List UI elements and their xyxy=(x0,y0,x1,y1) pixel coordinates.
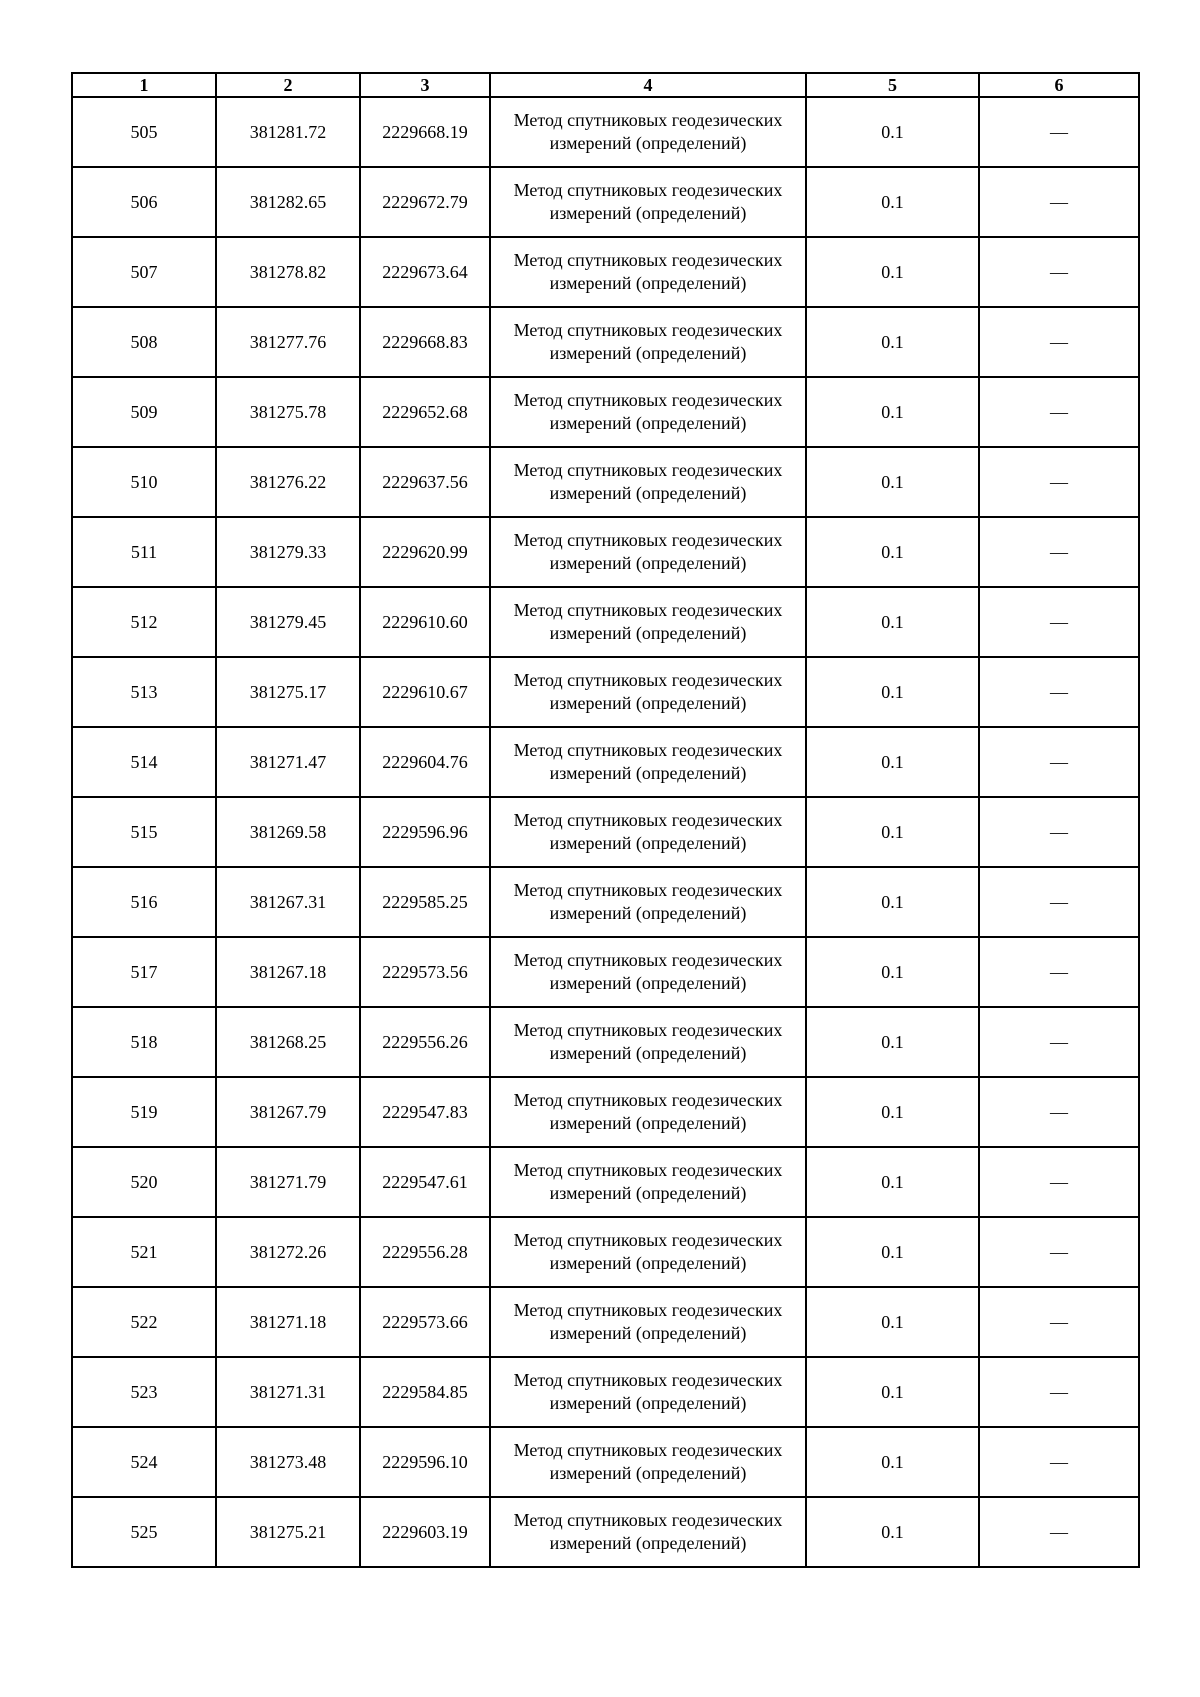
method-cell: Метод спутниковых геодезических измерений (определений) xyxy=(490,237,806,307)
y-coordinate-cell: 2229637.56 xyxy=(360,447,490,517)
note-cell: — xyxy=(979,1357,1139,1427)
point-number-cell: 523 xyxy=(72,1357,216,1427)
note-cell: — xyxy=(979,797,1139,867)
table-row xyxy=(72,587,1139,657)
accuracy-cell: 0.1 xyxy=(806,1497,979,1567)
note-cell: — xyxy=(979,657,1139,727)
method-cell: Метод спутниковых геодезических измерений (определений) xyxy=(490,657,806,727)
y-coordinate-cell: 2229610.60 xyxy=(360,587,490,657)
table-row xyxy=(72,1287,1139,1357)
y-coordinate-cell: 2229556.26 xyxy=(360,1007,490,1077)
y-coordinate-cell: 2229610.67 xyxy=(360,657,490,727)
point-number-cell: 524 xyxy=(72,1427,216,1497)
accuracy-cell: 0.1 xyxy=(806,1217,979,1287)
x-coordinate-cell: 381271.18 xyxy=(216,1287,360,1357)
y-coordinate-cell: 2229673.64 xyxy=(360,237,490,307)
header-col-4: 4 xyxy=(490,73,806,97)
note-cell: — xyxy=(979,167,1139,237)
method-cell: Метод спутниковых геодезических измерений (определений) xyxy=(490,1427,806,1497)
y-coordinate-cell: 2229573.66 xyxy=(360,1287,490,1357)
point-number-cell: 507 xyxy=(72,237,216,307)
y-coordinate-cell: 2229547.61 xyxy=(360,1147,490,1217)
x-coordinate-cell: 381273.48 xyxy=(216,1427,360,1497)
method-cell: Метод спутниковых геодезических измерений (определений) xyxy=(490,727,806,797)
header-col-3: 3 xyxy=(360,73,490,97)
x-coordinate-cell: 381279.33 xyxy=(216,517,360,587)
y-coordinate-cell: 2229620.99 xyxy=(360,517,490,587)
note-cell: — xyxy=(979,867,1139,937)
y-coordinate-cell: 2229585.25 xyxy=(360,867,490,937)
table-row xyxy=(72,377,1139,447)
table-row xyxy=(72,1147,1139,1217)
accuracy-cell: 0.1 xyxy=(806,1007,979,1077)
y-coordinate-cell: 2229652.68 xyxy=(360,377,490,447)
x-coordinate-cell: 381272.26 xyxy=(216,1217,360,1287)
accuracy-cell: 0.1 xyxy=(806,1427,979,1497)
x-coordinate-cell: 381275.21 xyxy=(216,1497,360,1567)
x-coordinate-cell: 381267.18 xyxy=(216,937,360,1007)
method-cell: Метод спутниковых геодезических измерений (определений) xyxy=(490,1497,806,1567)
note-cell: — xyxy=(979,937,1139,1007)
accuracy-cell: 0.1 xyxy=(806,237,979,307)
x-coordinate-cell: 381282.65 xyxy=(216,167,360,237)
accuracy-cell: 0.1 xyxy=(806,587,979,657)
table-row xyxy=(72,727,1139,797)
point-number-cell: 518 xyxy=(72,1007,216,1077)
x-coordinate-cell: 381281.72 xyxy=(216,97,360,167)
point-number-cell: 505 xyxy=(72,97,216,167)
accuracy-cell: 0.1 xyxy=(806,867,979,937)
accuracy-cell: 0.1 xyxy=(806,97,979,167)
note-cell: — xyxy=(979,727,1139,797)
point-number-cell: 520 xyxy=(72,1147,216,1217)
table-header xyxy=(72,73,1139,97)
note-cell: — xyxy=(979,1497,1139,1567)
point-number-cell: 515 xyxy=(72,797,216,867)
note-cell: — xyxy=(979,1287,1139,1357)
y-coordinate-cell: 2229668.83 xyxy=(360,307,490,377)
table-row xyxy=(72,517,1139,587)
method-cell: Метод спутниковых геодезических измерений (определений) xyxy=(490,1357,806,1427)
x-coordinate-cell: 381279.45 xyxy=(216,587,360,657)
point-number-cell: 513 xyxy=(72,657,216,727)
point-number-cell: 519 xyxy=(72,1077,216,1147)
y-coordinate-cell: 2229672.79 xyxy=(360,167,490,237)
accuracy-cell: 0.1 xyxy=(806,657,979,727)
note-cell: — xyxy=(979,237,1139,307)
method-cell: Метод спутниковых геодезических измерений (определений) xyxy=(490,587,806,657)
accuracy-cell: 0.1 xyxy=(806,1287,979,1357)
table-row xyxy=(72,1497,1139,1567)
table-row xyxy=(72,797,1139,867)
method-cell: Метод спутниковых геодезических измерений (определений) xyxy=(490,1147,806,1217)
x-coordinate-cell: 381267.79 xyxy=(216,1077,360,1147)
x-coordinate-cell: 381267.31 xyxy=(216,867,360,937)
accuracy-cell: 0.1 xyxy=(806,1147,979,1217)
x-coordinate-cell: 381269.58 xyxy=(216,797,360,867)
point-number-cell: 509 xyxy=(72,377,216,447)
accuracy-cell: 0.1 xyxy=(806,517,979,587)
method-cell: Метод спутниковых геодезических измерений (определений) xyxy=(490,1287,806,1357)
y-coordinate-cell: 2229596.96 xyxy=(360,797,490,867)
method-cell: Метод спутниковых геодезических измерений (определений) xyxy=(490,167,806,237)
table-row xyxy=(72,1007,1139,1077)
x-coordinate-cell: 381278.82 xyxy=(216,237,360,307)
note-cell: — xyxy=(979,1217,1139,1287)
note-cell: — xyxy=(979,447,1139,517)
table-row xyxy=(72,167,1139,237)
note-cell: — xyxy=(979,517,1139,587)
y-coordinate-cell: 2229668.19 xyxy=(360,97,490,167)
method-cell: Метод спутниковых геодезических измерений (определений) xyxy=(490,1077,806,1147)
y-coordinate-cell: 2229603.19 xyxy=(360,1497,490,1567)
note-cell: — xyxy=(979,307,1139,377)
table-row xyxy=(72,1427,1139,1497)
accuracy-cell: 0.1 xyxy=(806,797,979,867)
point-number-cell: 514 xyxy=(72,727,216,797)
note-cell: — xyxy=(979,377,1139,447)
y-coordinate-cell: 2229547.83 xyxy=(360,1077,490,1147)
method-cell: Метод спутниковых геодезических измерений (определений) xyxy=(490,517,806,587)
accuracy-cell: 0.1 xyxy=(806,937,979,1007)
table-row xyxy=(72,657,1139,727)
method-cell: Метод спутниковых геодезических измерений (определений) xyxy=(490,797,806,867)
header-row xyxy=(72,73,1139,97)
method-cell: Метод спутниковых геодезических измерений (определений) xyxy=(490,1007,806,1077)
table-row xyxy=(72,937,1139,1007)
table-row xyxy=(72,97,1139,167)
table-row xyxy=(72,307,1139,377)
header-col-1: 1 xyxy=(72,73,216,97)
method-cell: Метод спутниковых геодезических измерений (определений) xyxy=(490,1217,806,1287)
accuracy-cell: 0.1 xyxy=(806,447,979,517)
y-coordinate-cell: 2229596.10 xyxy=(360,1427,490,1497)
x-coordinate-cell: 381277.76 xyxy=(216,307,360,377)
point-number-cell: 508 xyxy=(72,307,216,377)
x-coordinate-cell: 381271.79 xyxy=(216,1147,360,1217)
method-cell: Метод спутниковых геодезических измерений (определений) xyxy=(490,867,806,937)
x-coordinate-cell: 381275.78 xyxy=(216,377,360,447)
method-cell: Метод спутниковых геодезических измерений (определений) xyxy=(490,447,806,517)
method-cell: Метод спутниковых геодезических измерений (определений) xyxy=(490,377,806,447)
point-number-cell: 510 xyxy=(72,447,216,517)
note-cell: — xyxy=(979,1007,1139,1077)
y-coordinate-cell: 2229573.56 xyxy=(360,937,490,1007)
point-number-cell: 517 xyxy=(72,937,216,1007)
table-row xyxy=(72,447,1139,517)
accuracy-cell: 0.1 xyxy=(806,1077,979,1147)
y-coordinate-cell: 2229556.28 xyxy=(360,1217,490,1287)
point-number-cell: 506 xyxy=(72,167,216,237)
x-coordinate-cell: 381268.25 xyxy=(216,1007,360,1077)
table-row xyxy=(72,1217,1139,1287)
point-number-cell: 511 xyxy=(72,517,216,587)
coordinates-table xyxy=(71,72,1140,1568)
point-number-cell: 525 xyxy=(72,1497,216,1567)
method-cell: Метод спутниковых геодезических измерений (определений) xyxy=(490,97,806,167)
note-cell: — xyxy=(979,1427,1139,1497)
note-cell: — xyxy=(979,1147,1139,1217)
accuracy-cell: 0.1 xyxy=(806,167,979,237)
point-number-cell: 522 xyxy=(72,1287,216,1357)
point-number-cell: 512 xyxy=(72,587,216,657)
table-row xyxy=(72,237,1139,307)
accuracy-cell: 0.1 xyxy=(806,727,979,797)
table-row xyxy=(72,867,1139,937)
header-col-2: 2 xyxy=(216,73,360,97)
note-cell: — xyxy=(979,97,1139,167)
accuracy-cell: 0.1 xyxy=(806,377,979,447)
table-row xyxy=(72,1077,1139,1147)
y-coordinate-cell: 2229604.76 xyxy=(360,727,490,797)
table-row xyxy=(72,1357,1139,1427)
accuracy-cell: 0.1 xyxy=(806,307,979,377)
header-col-5: 5 xyxy=(806,73,979,97)
x-coordinate-cell: 381275.17 xyxy=(216,657,360,727)
x-coordinate-cell: 381271.31 xyxy=(216,1357,360,1427)
x-coordinate-cell: 381276.22 xyxy=(216,447,360,517)
point-number-cell: 521 xyxy=(72,1217,216,1287)
header-col-6: 6 xyxy=(979,73,1139,97)
x-coordinate-cell: 381271.47 xyxy=(216,727,360,797)
y-coordinate-cell: 2229584.85 xyxy=(360,1357,490,1427)
note-cell: — xyxy=(979,1077,1139,1147)
table-body xyxy=(72,97,1139,1567)
method-cell: Метод спутниковых геодезических измерений (определений) xyxy=(490,307,806,377)
method-cell: Метод спутниковых геодезических измерений (определений) xyxy=(490,937,806,1007)
note-cell: — xyxy=(979,587,1139,657)
accuracy-cell: 0.1 xyxy=(806,1357,979,1427)
point-number-cell: 516 xyxy=(72,867,216,937)
